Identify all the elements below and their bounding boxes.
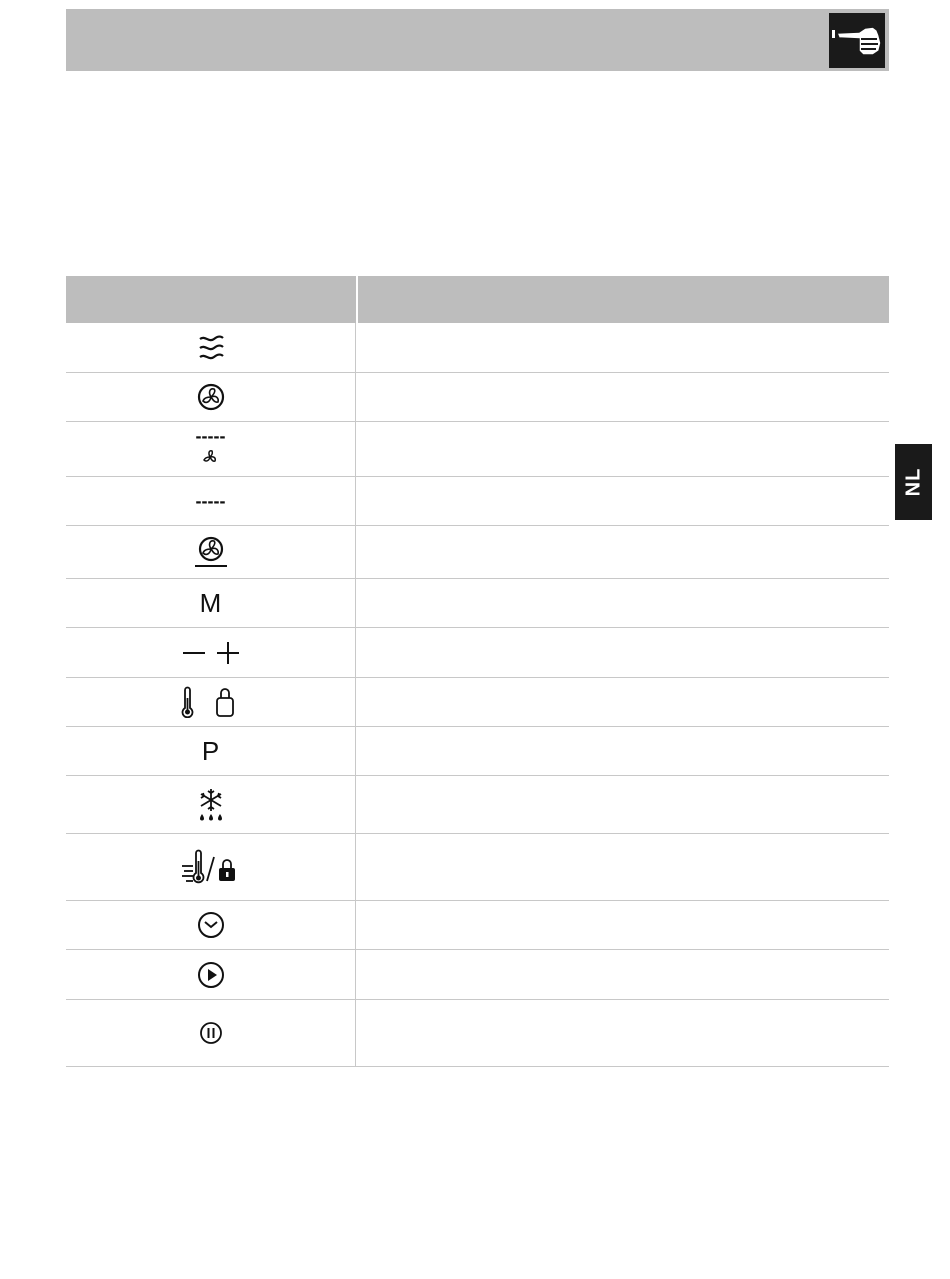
symbol-cell <box>66 776 356 833</box>
symbol-cell <box>66 373 356 421</box>
description-cell <box>357 834 889 900</box>
table-row <box>66 901 889 950</box>
table-row <box>66 776 889 834</box>
clock-icon <box>197 911 225 939</box>
fan-icon <box>197 383 225 411</box>
m-letter: M <box>199 587 222 618</box>
symbol-cell <box>66 727 356 775</box>
table-row <box>66 628 889 678</box>
table-row <box>66 950 889 1000</box>
minus-plus-icon <box>181 640 241 666</box>
symbol-cell <box>66 678 356 726</box>
symbol-cell <box>66 628 356 677</box>
description-cell <box>357 950 889 999</box>
description-cell <box>357 678 889 726</box>
symbol-cell <box>66 834 356 900</box>
symbol-table <box>66 276 889 1067</box>
fan-underline-icon <box>193 534 229 570</box>
symbol-cell <box>66 477 356 525</box>
table-row <box>66 526 889 579</box>
small-fan-icon <box>200 447 220 467</box>
description-cell <box>357 776 889 833</box>
symbol-cell <box>66 422 356 476</box>
description-cell <box>357 422 889 476</box>
table-row <box>66 834 889 901</box>
description-cell <box>357 727 889 775</box>
table-row <box>66 678 889 727</box>
description-cell <box>357 373 889 421</box>
pause-icon <box>198 1020 224 1046</box>
symbol-cell <box>66 950 356 999</box>
table-row <box>66 1000 889 1067</box>
description-cell <box>357 477 889 525</box>
rapid-heat-lock-icon <box>180 849 242 885</box>
dashes-fan-icon <box>195 426 226 467</box>
symbol-cell <box>66 323 356 372</box>
play-icon <box>197 961 225 989</box>
dashes-label: ----- <box>195 426 226 446</box>
table-row <box>66 579 889 628</box>
thermometer-weight-icon <box>181 686 241 718</box>
symbol-cell <box>66 526 356 578</box>
language-tab[interactable] <box>895 444 932 520</box>
description-cell <box>357 1000 889 1066</box>
table-row <box>66 422 889 477</box>
description-cell <box>357 579 889 627</box>
pointing-hand-icon <box>829 13 885 68</box>
description-cell <box>357 323 889 372</box>
header-divider <box>356 276 358 323</box>
table-row <box>66 323 889 373</box>
description-cell <box>357 526 889 578</box>
table-row <box>66 477 889 526</box>
table-row <box>66 373 889 422</box>
steam-waves-icon <box>196 333 226 363</box>
dashes-icon: ----- <box>195 491 226 511</box>
symbol-cell <box>66 901 356 949</box>
description-cell <box>357 901 889 949</box>
language-tab-label: NL <box>902 467 924 497</box>
table-header <box>66 276 889 323</box>
p-letter: P <box>201 735 220 766</box>
table-row <box>66 727 889 776</box>
header-bar <box>66 9 889 71</box>
symbol-cell <box>66 579 356 627</box>
description-cell <box>357 628 889 677</box>
defrost-icon <box>196 787 226 823</box>
symbol-cell <box>66 1000 356 1066</box>
